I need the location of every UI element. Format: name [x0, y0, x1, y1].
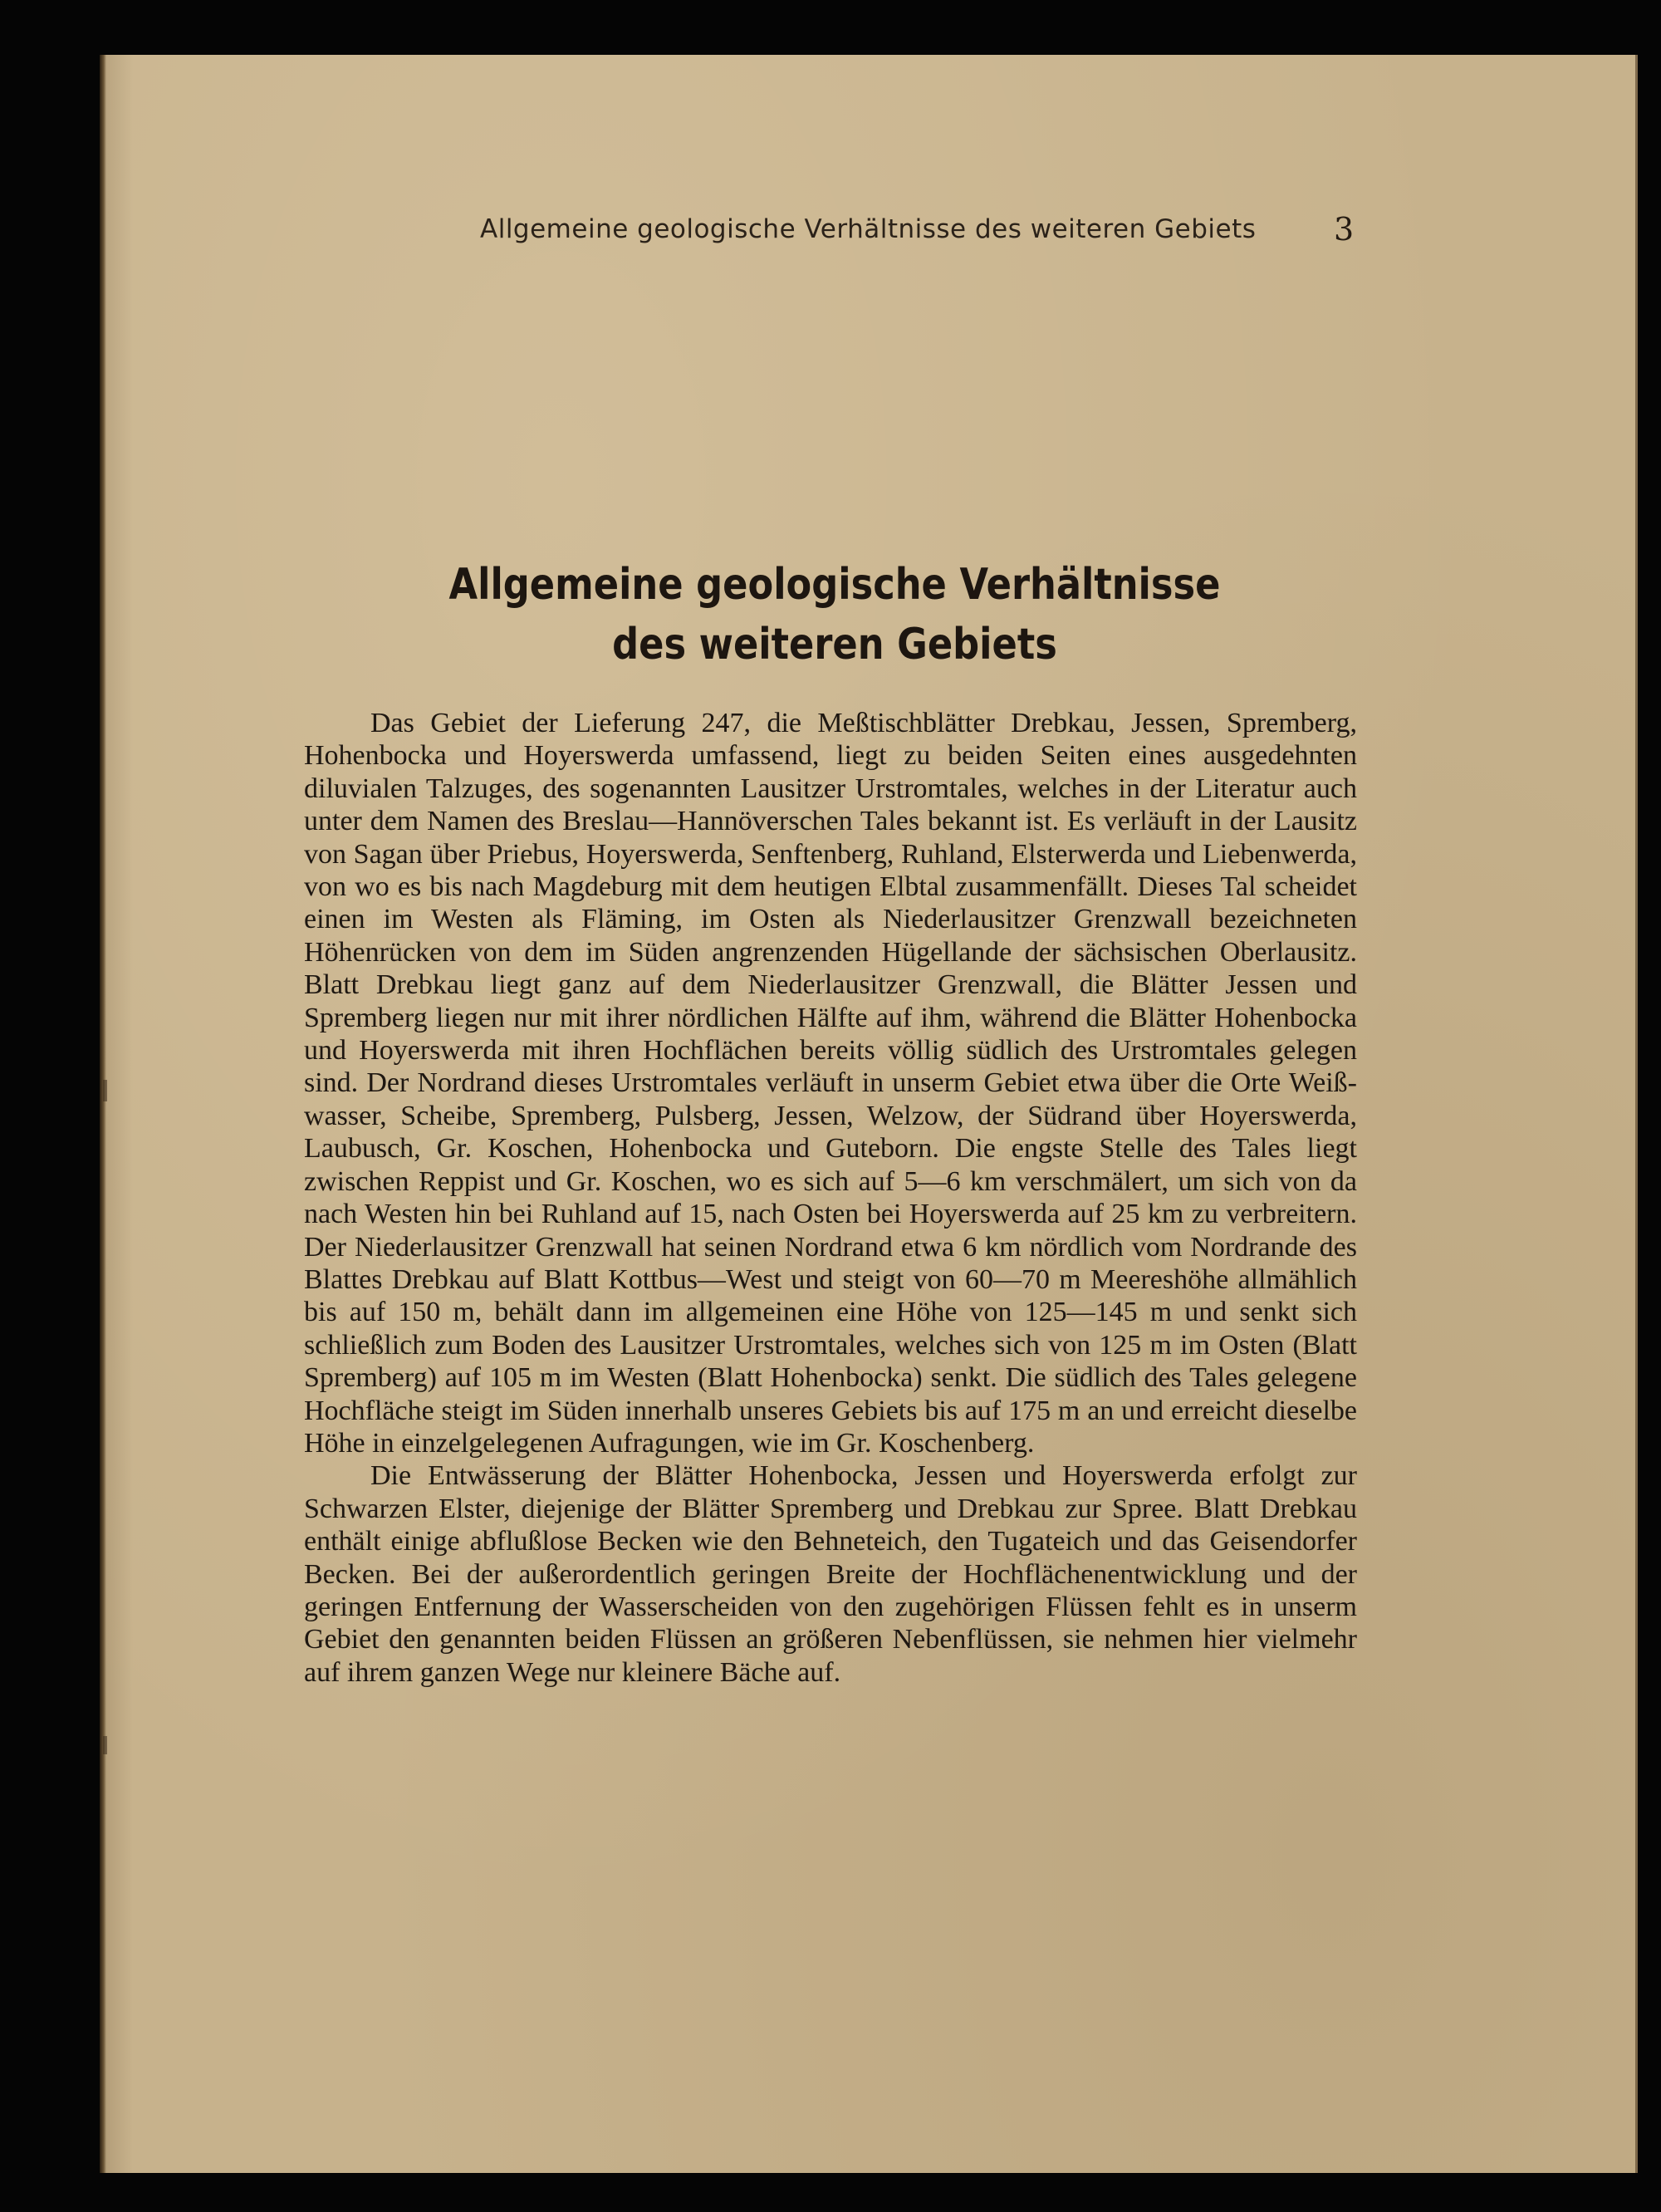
section-title — [374, 555, 1295, 674]
section-title-line-1: Allgemeine geologische Verhältnisse — [448, 560, 1221, 610]
binding-mark — [103, 1080, 107, 1101]
page-number: 3 — [1334, 211, 1355, 248]
body-text — [304, 707, 1357, 1689]
page-right-edge — [1635, 55, 1638, 2173]
binding-mark — [103, 1736, 107, 1754]
paragraph-2: Die Entwässerung der Blätter Hohenbocka, Jessen und Hoyerswerda erfolgt zur Schwarzen Elster, diejenige der Blätter Spremberg und Drebkau zur Spree. Blatt Drebkau enthält einige abflußlose Becken wie den Behneteich, den Tugateich und das Geisendorfer Becken. Bei der außerordentlich geringen Breite der Hochflächenentwicklung und der geringen Entfernung der Wasserscheiden von den zugehörigen Flüssen fehlt es in unserm Gebiet den genannten beiden Flüssen an größeren Nebenflüssen, sie nehmen hier vielmehr auf ihrem ganzen Wege nur kleinere Bäche auf. — [304, 1460, 1357, 1688]
paragraph-1: Das Gebiet der Lieferung 247, die Meßtischblätter Drebkau, Jessen, Spremberg, Hohenbocka und Hoyerswerda umfassend, liegt zu beiden Seiten eines ausgedehnten diluvialen Talzuges, des sogenannten Lausitzer Urstromtales, welches in der Literatur auch unter dem Namen des Breslau—Hannöverschen Tales bekannt ist. Es verläuft in der Lausitz von Sagan über Priebus, Hoyerswerda, Senftenberg, Ruhland, Elsterwerda und Liebenwerda, von wo es bis nach Magdeburg mit dem heutigen Elbtal zusammenfällt. Dieses Tal scheidet einen im Westen als Fläming, im Osten als Niederlausitzer Grenzwall bezeichneten Höhenrücken von dem im Süden angrenzenden Hügellande der sächsischen Oberlausitz. Blatt Drebkau liegt ganz auf dem Niederlausitzer Grenzwall, die Blätter Jessen und Spremberg liegen nur mit ihrer nördlichen Hälfte auf ihm, während die Blätter Hohenbocka und Hoyerswerda mit ihren Hochflächen bereits völlig südlich des Urstromtales gelegen sind. Der Nordrand dieses Urstromtales verläuft in unserm Gebiet etwa über die Orte Weißwasser, Scheibe, Spremberg, Pulsberg, Jessen, Welzow, der Südrand über Hoyerswerda, Laubusch, Gr. Koschen, Hohenbocka und Guteborn. Die engste Stelle des Tales liegt zwischen Reppist und Gr. Koschen, wo es sich auf 5—6 km verschmälert, um sich von da nach Westen hin bei Ruhland auf 15, nach Osten bei Hoyerswerda auf 25 km zu verbreitern. Der Niederlausitzer Grenzwall hat seinen Nordrand etwa 6 km nördlich vom Nordrande des Blattes Drebkau auf Blatt Kottbus—West und steigt von 60—70 m Meereshöhe allmählich bis auf 150 m, behält dann im allgemeinen eine Höhe von 125—145 m und senkt sich schließlich zum Boden des Lausitzer Urstromtales, welches sich von 125 m im Osten (Blatt Spremberg) auf 105 m im Westen (Blatt Hohenbocka) senkt. Die südlich des Tales gelegene Hochfläche steigt im Süden innerhalb unseres Gebiets bis auf 175 m an und erreicht dieselbe Höhe in einzelgelegenen Aufragungen, wie im Gr. Koschenberg. — [304, 708, 1357, 1459]
page-gutter — [100, 55, 106, 2173]
section-title-line-2: des weiteren Gebiets — [612, 620, 1057, 669]
running-head: Allgemeine geologische Verhältnisse des weiteren Gebiets — [480, 214, 1257, 244]
